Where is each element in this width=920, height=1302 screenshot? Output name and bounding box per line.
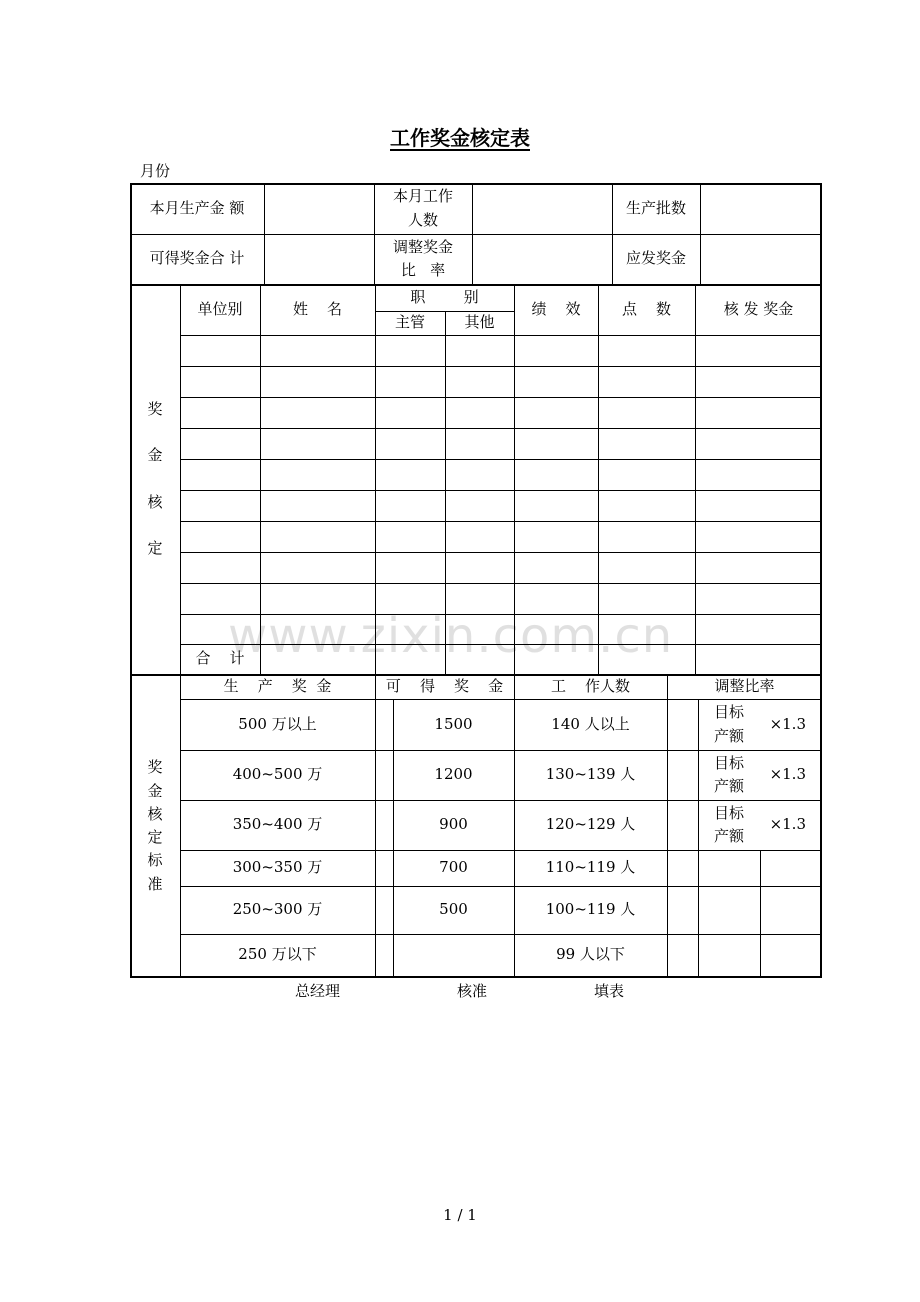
- table-rule: [180, 644, 822, 645]
- production-bonus-header: 生 产 奖 金: [223, 676, 332, 695]
- table-rule: [375, 674, 376, 978]
- bonus-total-label: 可得奖金合 计: [149, 249, 245, 268]
- standard-production: 250 万以下: [238, 945, 317, 964]
- table-rule: [180, 490, 822, 491]
- approve-label: 核准: [457, 982, 488, 1000]
- table-rule: [700, 183, 701, 284]
- standard-production: 250~300 万: [232, 900, 323, 919]
- table-rule: [264, 183, 265, 284]
- month-label: 月份: [140, 162, 171, 180]
- payable-bonus-label: 应发奖金: [625, 249, 686, 268]
- table-rule: [598, 284, 599, 674]
- performance-header: 绩 效: [531, 299, 581, 318]
- table-rule: [180, 614, 822, 615]
- standard-bonus: 500: [439, 900, 468, 919]
- standard-workers: 99 人以下: [556, 945, 625, 964]
- table-rule: [260, 284, 261, 674]
- table-rule: [180, 583, 822, 584]
- manager-header: 主管: [394, 313, 425, 332]
- table-rule: [180, 521, 822, 522]
- standard-target: 目标 产额: [713, 753, 744, 795]
- production-batches-label: 生产批数: [625, 198, 686, 217]
- standard-workers: 100~119 人: [545, 900, 636, 919]
- standard-workers: 130~139 人: [545, 765, 636, 784]
- standard-bonus: 700: [439, 858, 468, 877]
- standard-bonus: 900: [439, 815, 468, 834]
- standard-bonus: [393, 934, 514, 976]
- page-number: 1 / 1: [443, 1206, 477, 1224]
- standard-workers: 140 人以上: [551, 714, 630, 733]
- standard-production: 350~400 万: [232, 815, 323, 834]
- standard-bonus: 1500: [434, 714, 473, 733]
- standard-target: 目标 产额: [713, 803, 744, 845]
- table-rule: [180, 459, 822, 460]
- total-label: 合 计: [195, 649, 245, 668]
- adjust-ratio-label: 调整奖金 比 率: [392, 237, 453, 279]
- table-rule: [695, 284, 696, 674]
- standards-side-label: 奖 金 核 定 标 准: [147, 758, 163, 893]
- table-rule: [472, 183, 473, 284]
- table-rule: [514, 284, 515, 674]
- standard-multiplier: ×1.3: [769, 765, 806, 784]
- standard-production: 300~350 万: [232, 858, 323, 877]
- available-bonus-header: 可 得 奖 金: [385, 676, 504, 695]
- other-header: 其他: [464, 313, 495, 332]
- bonus-side-label: 奖 金 核 定: [147, 399, 163, 558]
- fill-label: 填表: [594, 982, 625, 1000]
- issued-bonus-header: 核 发 奖金: [723, 299, 794, 318]
- production-amount-label: 本月生产金 额: [149, 198, 245, 217]
- table-rule: [180, 428, 822, 429]
- standard-production: 500 万以上: [238, 714, 317, 733]
- table-rule: [180, 397, 822, 398]
- table-rule: [130, 976, 822, 978]
- table-rule: [667, 674, 668, 978]
- table-rule: [375, 284, 376, 674]
- table-rule: [760, 850, 761, 978]
- standard-multiplier: ×1.3: [769, 815, 806, 834]
- watermark: www.zixin.com.cn: [228, 608, 674, 664]
- general-manager-label: 总经理: [295, 982, 341, 1000]
- standard-workers: 120~129 人: [545, 815, 636, 834]
- bonus-form-table: [130, 183, 822, 978]
- adjust-ratio-header: 调整比率: [714, 676, 775, 695]
- unit-header: 单位别: [197, 299, 243, 318]
- workers-count-label: 本月工作 人数: [392, 187, 453, 229]
- name-header: 姓 名: [292, 299, 343, 318]
- standard-target: 目标 产额: [713, 703, 744, 745]
- position-header: 职 别: [410, 287, 479, 306]
- table-rule: [180, 552, 822, 553]
- points-header: 点 数: [621, 299, 672, 318]
- standard-multiplier: ×1.3: [769, 714, 806, 733]
- standard-production: 400~500 万: [232, 765, 323, 784]
- table-rule: [180, 335, 822, 336]
- standard-workers: 110~119 人: [545, 858, 636, 877]
- table-rule: [180, 366, 822, 367]
- workers-header: 工 作人数: [550, 676, 631, 695]
- standard-bonus: 1200: [434, 765, 473, 784]
- form-title: 工作奖金核定表: [390, 126, 530, 150]
